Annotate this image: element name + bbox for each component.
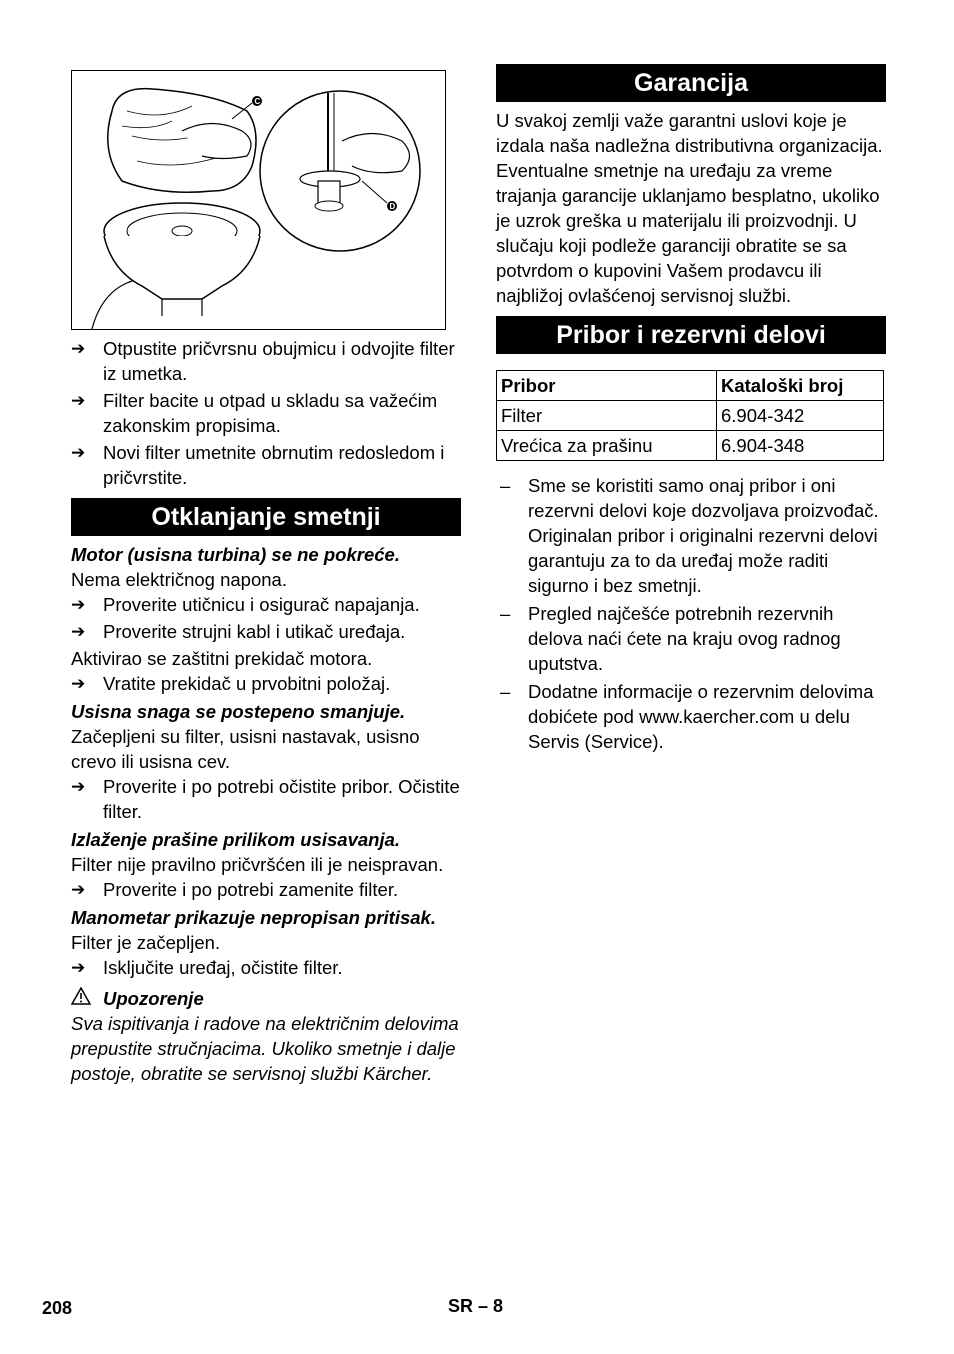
left-column	[71, 70, 461, 1086]
arrow-icon: ➔	[71, 622, 86, 641]
section-heading-guarantee: Garancija	[496, 64, 886, 102]
section-heading-parts: Pribor i rezervni delovi	[496, 316, 886, 354]
table-row: Vrećica za prašinu 6.904-348	[497, 431, 884, 461]
arrow-icon: ➔	[71, 880, 86, 899]
filter-illustration	[71, 70, 446, 330]
fault-title: Manometar prikazuje nepropisan pritisak.	[71, 907, 436, 928]
note-item: – Sme se koristiti samo onaj pribor i oni rezervni delovi koje dozvoljava proizvođač. Originalan pribor i originalni rezervni delovi garantuju za to da uređaj može raditi sigurno i bez smetnji.	[496, 473, 886, 598]
arrow-icon: ➔	[71, 443, 86, 462]
step-item: ➔ Vratite prekidač u prvobitni položaj.	[71, 673, 391, 694]
step-item: ➔ Proverite utičnicu i osigurač napajanja.	[71, 594, 420, 615]
page-number: 208	[42, 1298, 73, 1318]
fault-cause: Nema električnog napona.	[71, 569, 287, 590]
step-item: ➔ Isključite uređaj, očistite filter.	[71, 957, 343, 978]
arrow-icon: ➔	[71, 391, 86, 410]
filter-drawing	[72, 71, 445, 329]
step-item: ➔ Otpustite pričvrsnu obujmicu i odvojite filter iz umetka.	[71, 338, 455, 384]
fault-cause: Aktivirao se zaštitni prekidač motora.	[71, 648, 373, 669]
arrow-icon: ➔	[71, 958, 86, 977]
fault-cause: Filter nije pravilno pričvršćen ili je neispravan.	[71, 854, 444, 875]
arrow-icon: ➔	[71, 777, 86, 796]
dash-bullet: –	[500, 475, 511, 496]
step-item: ➔ Proverite strujni kabl i utikač uređaja.	[71, 621, 406, 642]
guarantee-text: U svakoj zemlji važe garantni uslovi koje je izdala naša nadležna distributivna organizacija. Eventualne smetnje na uređaju za vreme trajanja garancije uklanjamo besplatno, ukoliko je uzrok greška u materijalu ili proizvodnji. U slučaju koji podleže garanciji obratite se sa potvrdom o kupovini Vašem prodavcu ili najbližoj ovlašćenoj servisnoj službi.	[496, 110, 883, 306]
language-page-marker: SR – 8	[448, 1296, 504, 1316]
label-d: D	[389, 202, 396, 211]
fault-title: Motor (usisna turbina) se ne pokreće.	[71, 544, 400, 565]
fault-title: Izlaženje prašine prilikom usisavanja.	[71, 829, 401, 850]
arrow-icon: ➔	[71, 674, 86, 693]
note-item: – Pregled najčešće potrebnih rezervnih delova naći ćete na kraju ovog radnog uputstva.	[496, 601, 886, 676]
fault-cause: Filter je začepljen.	[71, 932, 221, 953]
step-item: ➔ Novi filter umetnite obrnutim redosledom i pričvrstite.	[71, 442, 445, 488]
dash-bullet: –	[500, 681, 511, 702]
arrow-icon: ➔	[71, 339, 86, 358]
step-item: ➔ Proverite i po potrebi očistite pribor. Očistite filter.	[71, 776, 460, 822]
section-heading-troubleshooting: Otklanjanje smetnji	[71, 498, 461, 536]
step-item: ➔ Filter bacite u otpad u skladu sa važećim zakonskim propisima.	[71, 390, 438, 436]
note-item: – Dodatne informacije o rezervnim delovima dobićete pod www.kaercher.com u delu Servis (Service).	[496, 679, 886, 754]
step-item: ➔ Proverite i po potrebi zamenite filter.	[71, 879, 399, 900]
dash-bullet: –	[500, 603, 511, 624]
right-column	[496, 64, 886, 757]
label-c: C	[254, 97, 261, 106]
table-row: Filter 6.904-342	[497, 401, 884, 431]
warning-text: Sva ispitivanja i radove na električnim delovima prepustite stručnjacima. Ukoliko smetnje i dalje postoje, obratite se servisnoj službi Kärcher.	[71, 1013, 459, 1084]
warning-heading: Upozorenje	[71, 986, 461, 1011]
fault-cause: Začepljeni su filter, usisni nastavak, usisno crevo ili usisna cev.	[71, 726, 420, 772]
table-header-row: Pribor Kataloški broj	[497, 371, 884, 401]
arrow-icon: ➔	[71, 595, 86, 614]
fault-title: Usisna snaga se postepeno smanjuje.	[71, 701, 406, 722]
parts-table	[496, 370, 884, 461]
warning-triangle-icon	[71, 986, 103, 1011]
